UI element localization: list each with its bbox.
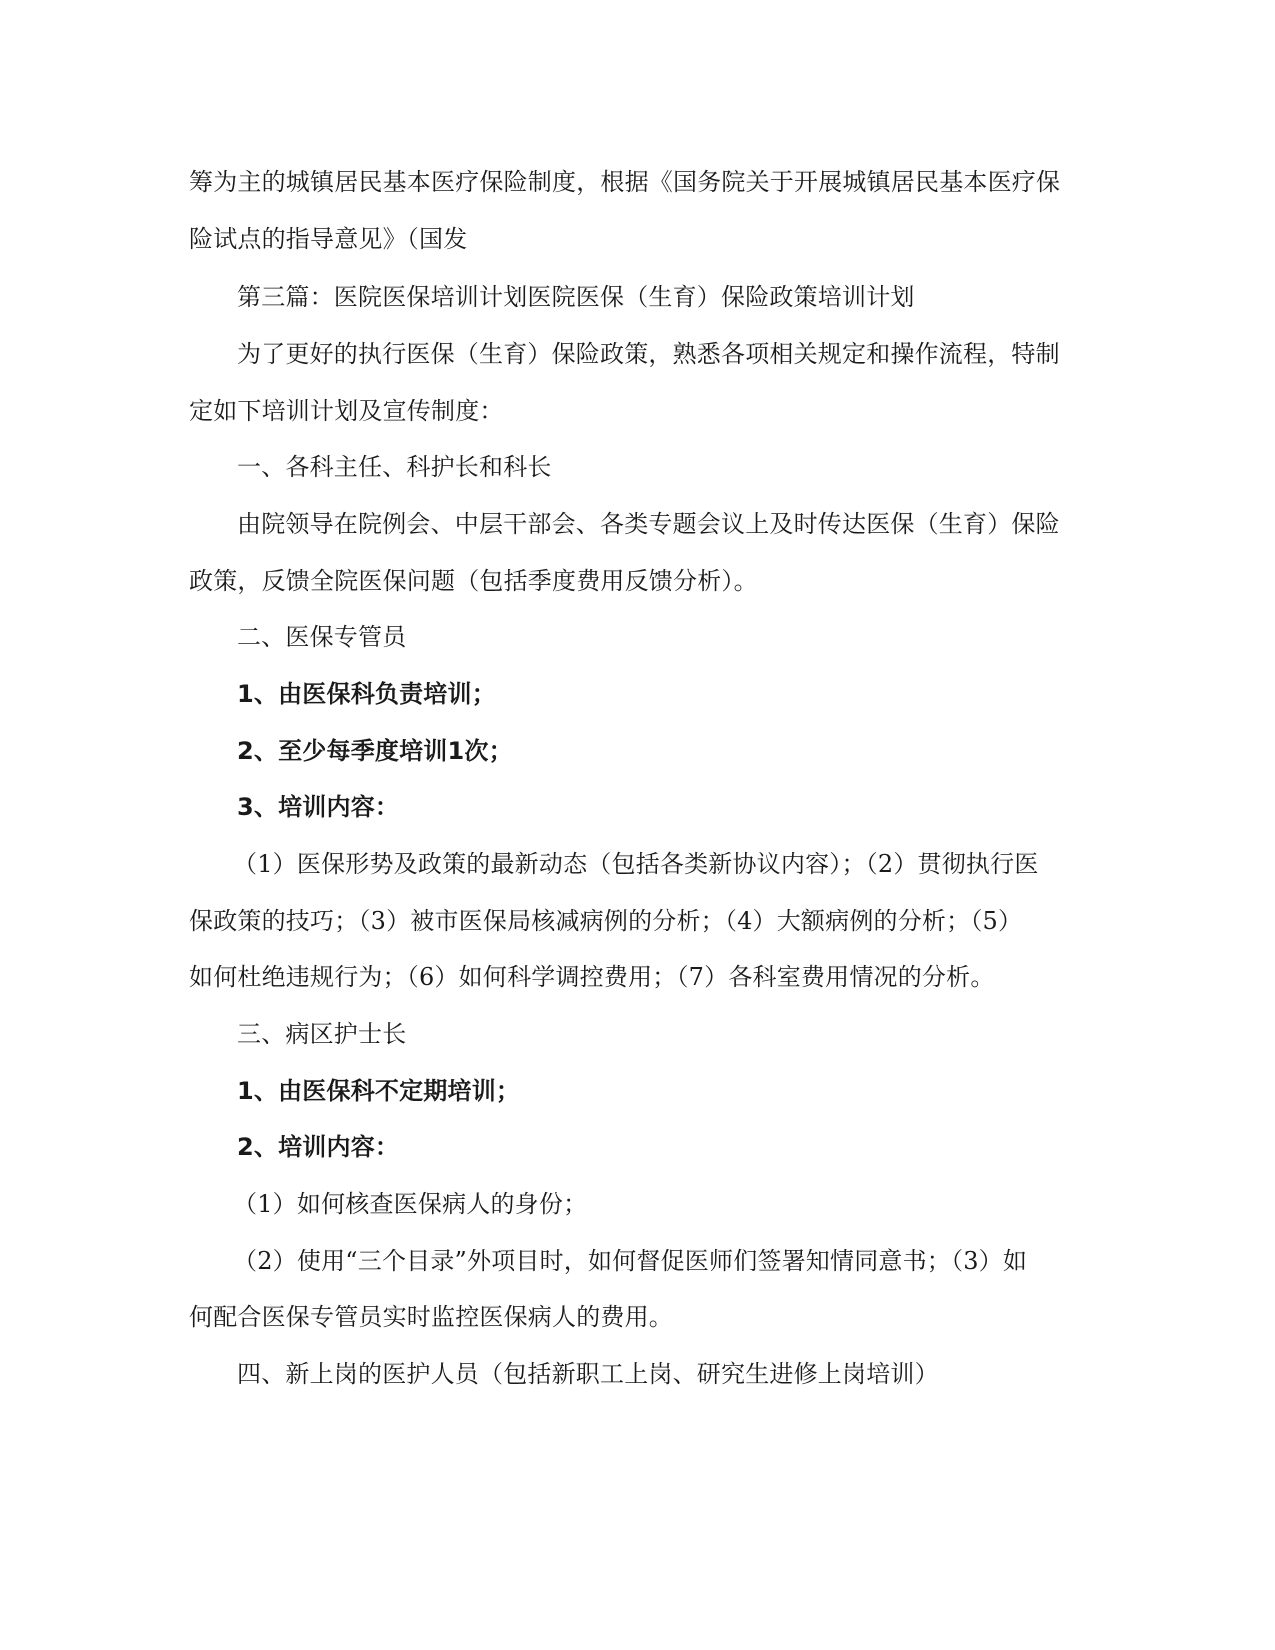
section-title: 第三篇：医院医保培训计划医院医保（生育）保险政策培训计划 — [237, 283, 915, 311]
list-item: 2、至少每季度培训1次； — [237, 737, 513, 765]
list-item: 1、由医保科不定期培训； — [237, 1077, 521, 1105]
section-heading: 四、新上岗的医护人员（包括新职工上岗、研究生进修上岗培训） — [237, 1360, 939, 1388]
paragraph-line: 何配合医保专管员实时监控医保病人的费用。 — [189, 1303, 673, 1331]
section-heading: 三、病区护士长 — [237, 1020, 407, 1048]
paragraph-line: 如何杜绝违规行为；（6）如何科学调控费用；（7）各科室费用情况的分析。 — [189, 963, 995, 991]
paragraph-line: 为了更好的执行医保（生育）保险政策，熟悉各项相关规定和操作流程，特制 — [237, 340, 1060, 368]
section-heading: 二、医保专管员 — [237, 623, 407, 651]
paragraph-line: （1）医保形势及政策的最新动态（包括各类新协议内容）；（2）贯彻执行医 — [233, 850, 1039, 878]
paragraph-line: （1）如何核查医保病人的身份； — [233, 1190, 588, 1218]
paragraph-line: （2）使用“三个目录”外项目时，如何督促医师们签署知情同意书；（3）如 — [233, 1247, 1028, 1275]
paragraph-line: 政策，反馈全院医保问题（包括季度费用反馈分析）。 — [189, 567, 758, 595]
paragraph-line: 定如下培训计划及宣传制度： — [189, 397, 504, 425]
list-item: 1、由医保科负责培训； — [237, 680, 496, 708]
section-heading: 一、各科主任、科护长和科长 — [237, 453, 552, 481]
paragraph-line: 保政策的技巧；（3）被市医保局核减病例的分析；（4）大额病例的分析；（5） — [189, 907, 1023, 935]
paragraph-line: 由院领导在院例会、中层干部会、各类专题会议上及时传达医保（生育）保险 — [237, 510, 1060, 538]
list-item: 2、培训内容： — [237, 1133, 400, 1161]
paragraph-line: 筹为主的城镇居民基本医疗保险制度，根据《国务院关于开展城镇居民基本医疗保 — [189, 168, 1061, 196]
paragraph-line: 险试点的指导意见》（国发 — [189, 225, 468, 253]
list-item: 3、培训内容： — [237, 793, 400, 821]
